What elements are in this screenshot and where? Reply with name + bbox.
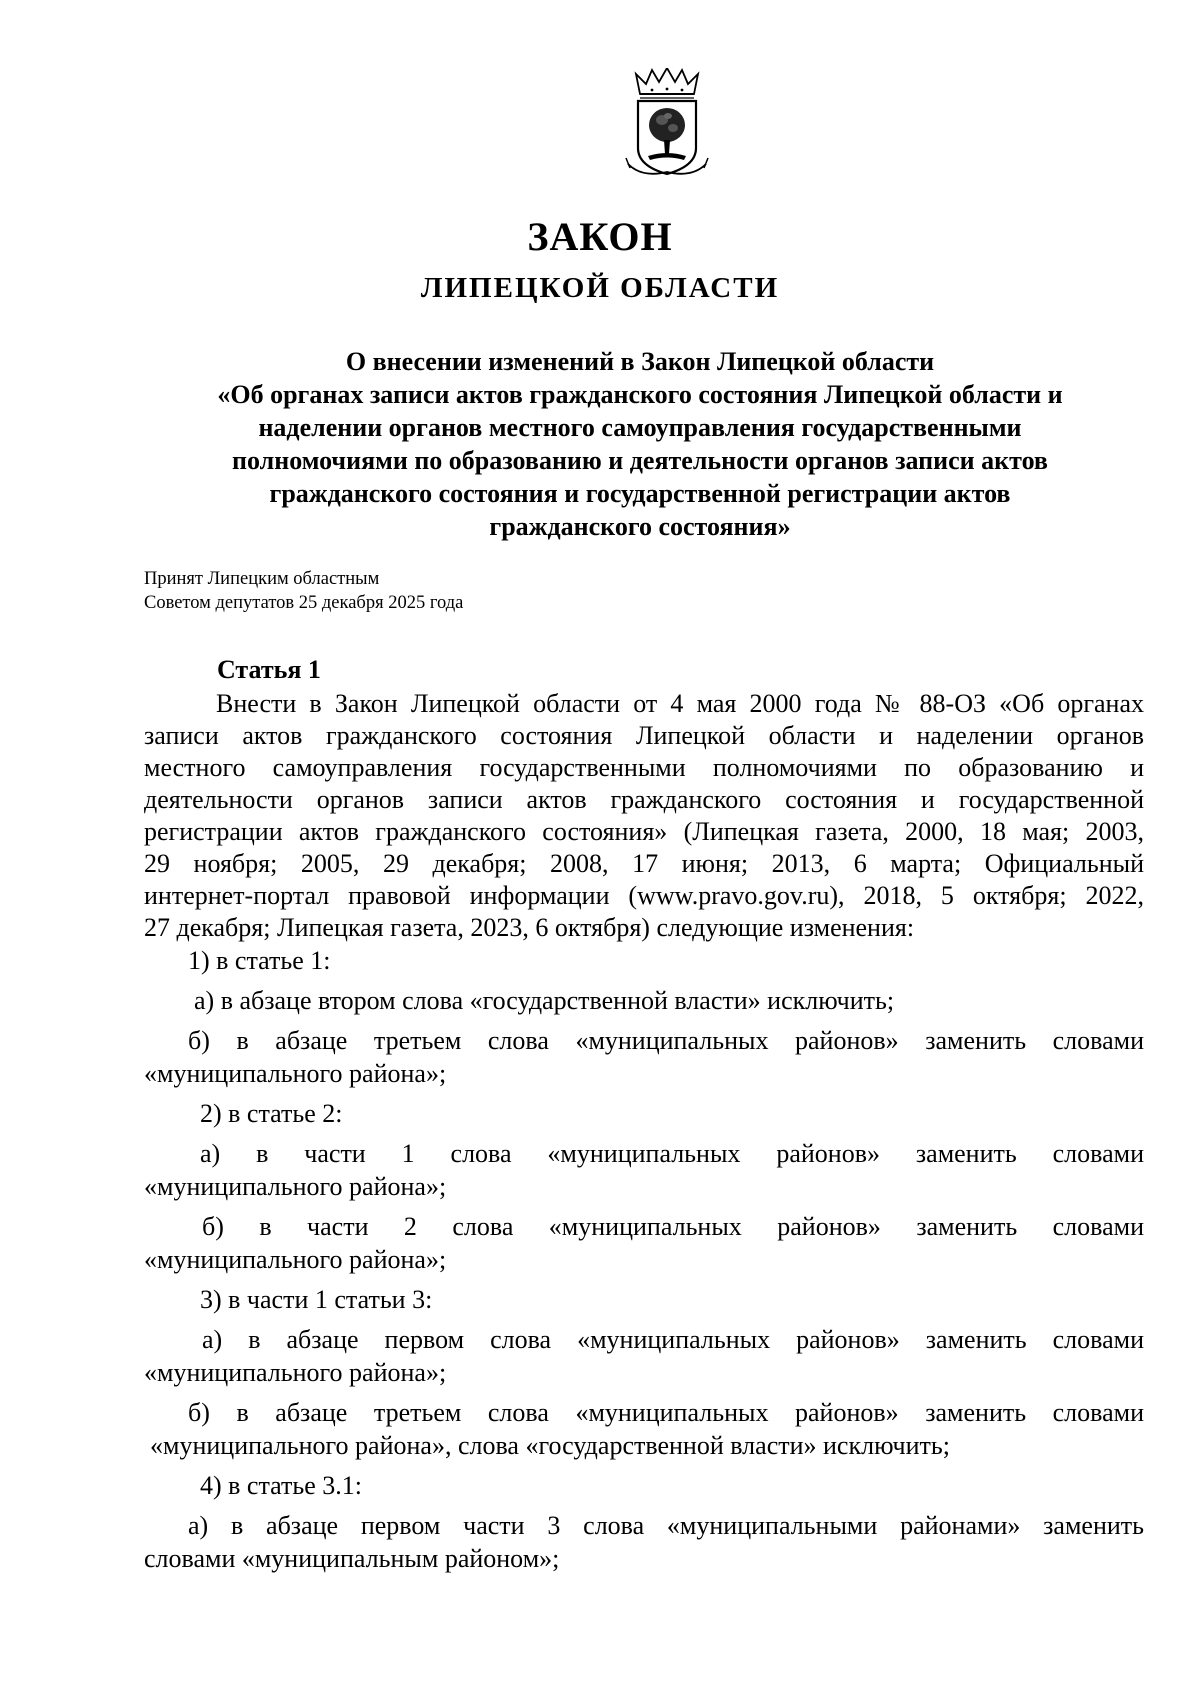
list-item: а) в абзаце первом слова «муниципальных районов» заменить словами — [202, 1325, 1144, 1354]
subject-line: «Об органах записи актов гражданского состояния Липецкой области и — [217, 380, 1063, 409]
law-region: ЛИПЕЦКОЙ ОБЛАСТИ — [420, 272, 780, 304]
intro-line: 29 ноября; 2005, 29 декабря; 2008, 17 июня; 2013, 6 марта; Официальный — [144, 849, 1144, 878]
subject-line: гражданского состояния и государственной регистрации актов — [269, 479, 1011, 508]
list-item: 2) в статье 2: — [200, 1099, 343, 1128]
intro-line: записи актов гражданского состояния Липецкой области и наделении органов — [144, 721, 1144, 750]
law-title: ЗАКОН — [527, 214, 673, 259]
adoption-line: Принят Липецким областным — [144, 569, 380, 589]
adoption-line: Советом депутатов 25 декабря 2025 года — [144, 593, 464, 613]
list-item: «муниципального района»; — [144, 1172, 447, 1201]
list-item: б) в абзаце третьем слова «муниципальных районов» заменить словами — [188, 1398, 1144, 1427]
list-item: 1) в статье 1: — [188, 946, 331, 975]
subject-line: гражданского состояния» — [489, 512, 791, 541]
list-item: «муниципального района»; — [144, 1245, 447, 1274]
intro-line: местного самоуправления государственными полномочиями по образованию и — [144, 753, 1144, 782]
intro-line: деятельности органов записи актов гражданского состояния и государственной — [144, 785, 1144, 814]
article-heading: Статья 1 — [217, 655, 321, 684]
intro-line: 27 декабря; Липецкая газета, 2023, 6 октября) следующие изменения: — [144, 913, 915, 942]
law-subject — [140, 345, 1140, 543]
list-item: а) в абзаце первом части 3 слова «муниципальными районами» заменить — [188, 1511, 1144, 1540]
list-item: б) в части 2 слова «муниципальных районов» заменить словами — [202, 1212, 1144, 1241]
list-item: а) в части 1 слова «муниципальных районов» заменить словами — [200, 1139, 1144, 1168]
subject-line: О внесении изменений в Закон Липецкой области — [345, 347, 935, 376]
list-item: «муниципального района», слова «государственной власти» исключить; — [150, 1431, 950, 1460]
intro-line: Внести в Закон Липецкой области от 4 мая 2000 года № 88-ОЗ «Об органах — [216, 689, 1144, 718]
list-item: «муниципального района»; — [144, 1358, 447, 1387]
list-item: «муниципального района»; — [144, 1059, 447, 1088]
list-item: 4) в статье 3.1: — [200, 1471, 363, 1500]
list-item: словами «муниципальным районом»; — [144, 1544, 560, 1573]
list-item: а) в абзаце втором слова «государственной власти» исключить; — [194, 986, 895, 1015]
list-item: 3) в части 1 статьи 3: — [200, 1285, 433, 1314]
lipetsk-coat-of-arms-icon — [622, 68, 712, 180]
adoption-note — [144, 567, 463, 615]
subject-line: полномочиями по образованию и деятельности органов записи актов — [232, 446, 1048, 475]
intro-line: регистрации актов гражданского состояния» (Липецкая газета, 2000, 18 мая; 2003, — [144, 817, 1144, 846]
intro-line: интернет-портал правовой информации (www.pravo.gov.ru), 2018, 5 октября; 2022, — [144, 881, 1144, 910]
list-item: б) в абзаце третьем слова «муниципальных районов» заменить словами — [188, 1026, 1144, 1055]
subject-line: наделении органов местного самоуправления государственными — [258, 413, 1022, 442]
